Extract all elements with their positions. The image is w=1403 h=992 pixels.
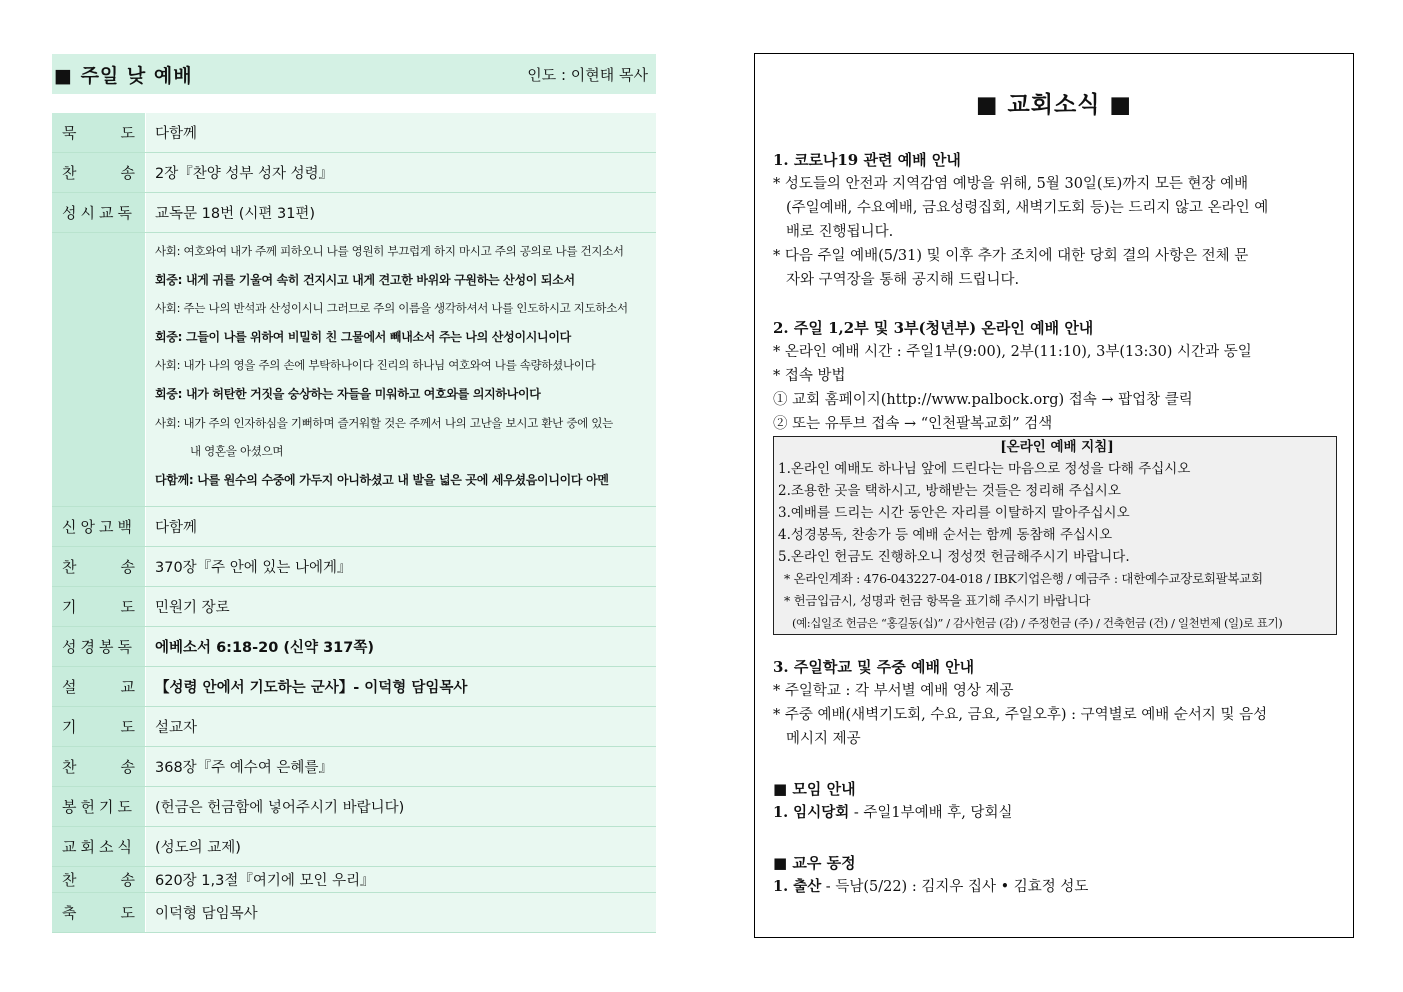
guide-account: * 온라인계좌 : 476-043227-04-018 / IBK기업은행 / 예금주 : 대한예수교장로회팔복교회 [784,571,1263,586]
s1-line: 자와 구역장을 통해 공지해 드립니다. [786,272,1020,288]
row-label: 교 회 소 식 [52,827,145,866]
order-row [52,153,656,193]
worship-title: ■ 주일 낮 예배 [54,64,193,87]
row-label: 봉 헌 기 도 [52,787,145,826]
row-label: 축 도 [52,893,145,932]
s1-line: 배로 진행됩니다. [786,224,894,240]
row-value: (헌금은 헌금함에 넣어주시기 바랍니다) [146,787,656,826]
meeting-item [773,801,1337,825]
news-content [773,148,1337,899]
guide-line: 3.예배를 드리는 시간 동안은 자리를 이탈하지 말아주십시오 [778,505,1130,521]
responsive-reading-row [52,233,656,507]
row-label: 기 도 [52,707,145,746]
s2-line: ② 또는 유투브 접속 → “인천팔복교회” 검색 [773,416,1053,432]
s1-line: * 다음 주일 예배(5/31) 및 이후 추가 조치에 대한 당회 결의 사항은 전체 문 [773,248,1249,264]
s3-line: * 주일학교 : 각 부서별 예배 영상 제공 [773,683,1014,699]
member-news-title: ■ 교우 동정 [773,854,856,872]
reading-line: 회중: 내가 허탄한 거짓을 숭상하는 자들을 미워하고 여호와를 의지하나이다 [155,386,541,401]
row-value: 【성령 안에서 기도하는 군사】- 이덕형 담임목사 [146,667,656,706]
worship-panel [52,54,656,933]
section-2-title: 2. 주일 1,2부 및 3부(청년부) 온라인 예배 안내 [773,319,1094,337]
order-row [52,867,656,893]
guide-title: [온라인 예배 지침] [1000,439,1114,455]
worship-header [52,54,656,94]
section-3-title: 3. 주일학교 및 주중 예배 안내 [773,658,975,676]
row-label: 기 도 [52,587,145,626]
row-value: (성도의 교제) [146,827,656,866]
row-label: 찬 송 [52,547,145,586]
reading-line: 다함께: 나를 원수의 수중에 가두지 아니하셨고 내 발을 넓은 곳에 세우셨음이니이다 아멘 [155,472,609,487]
row-value: 이덕형 담임목사 [146,893,656,932]
reading-line: 사회: 여호와여 내가 주께 피하오니 나를 영원히 부끄럽게 하지 마시고 주의 공의로 나를 건지소서 [155,244,624,258]
row-value: 2장『찬양 성부 성자 성령』 [146,153,656,192]
row-label: 찬 송 [52,153,145,192]
guide-line: 1.온라인 예배도 하나님 앞에 드린다는 마음으로 정성을 다해 주십시오 [778,461,1191,477]
order-row [52,547,656,587]
guide-line: 2.조용한 곳을 택하시고, 방해받는 것들은 정리해 주십시오 [778,483,1121,499]
member-news-item [773,875,1337,899]
row-label [52,233,145,506]
reading-line: 사회: 내가 나의 영을 주의 손에 부탁하나이다 진리의 하나님 여호와여 나를 속량하셨나이다 [155,358,596,373]
row-label: 신 앙 고 백 [52,507,145,546]
s2-line: * 접속 방법 [773,368,846,384]
order-row [52,113,656,153]
row-label: 묵 도 [52,113,145,152]
guide-line: 5.온라인 헌금도 진행하오니 정성껏 헌금해주시기 바랍니다. [778,549,1130,565]
worship-order-table [52,113,656,933]
order-row [52,627,656,667]
row-value: 다함께 [146,113,656,152]
s2-line: * 온라인 예배 시간 : 주일1부(9:00), 2부(11:10), 3부(13:30) 시간과 동일 [773,344,1252,360]
order-row [52,667,656,707]
s2-line: ① 교회 홈페이지(http://www.palbock.org) 접속 → 팝업창 클릭 [773,392,1193,408]
online-worship-guide-box [773,436,1337,635]
reading-line: 회중: 내게 귀를 기울여 속히 건지시고 내게 견고한 바위와 구원하는 산성이 되소서 [155,272,575,287]
worship-leader: 인도 : 이현태 목사 [527,65,648,84]
news-title: ■ 교회소식 ■ [975,92,1133,118]
s1-line: * 성도들의 안전과 지역감염 예방을 위해, 5월 30일(토)까지 모든 현장 예배 [773,176,1249,192]
member-news-type: 1. 출산 [773,878,822,895]
row-value: 다함께 [146,507,656,546]
row-label: 성 시 교 독 [52,193,145,232]
reading-line: 사회: 주는 나의 반석과 산성이시니 그러므로 주의 이름을 생각하셔서 나를 인도하시고 지도하소서 [155,301,628,316]
order-row [52,787,656,827]
order-row [52,893,656,933]
order-row [52,507,656,547]
reading-line: 회중: 그들이 나를 위하여 비밀히 친 그물에서 빼내소서 주는 나의 산성이시니이다 [155,329,571,344]
row-value: 에베소서 6:18-20 (신약 317쪽) [146,627,656,666]
member-news-detail: - 득남(5/22) : 김지우 집사 • 김효정 성도 [821,879,1089,895]
order-row [52,587,656,627]
s3-line: * 주중 예배(새벽기도회, 수요, 금요, 주일오후) : 구역별로 예배 순서지 및 음성 [773,707,1268,723]
order-row [52,707,656,747]
guide-line: 4.성경봉독, 찬송가 등 예배 순서는 함께 동참해 주십시오 [778,527,1113,543]
s3-line: 메시지 제공 [786,731,861,747]
order-row [52,827,656,867]
reading-line: 내 영혼을 아셨으며 [190,444,284,459]
row-value: 370장『주 안에 있는 나에게』 [146,547,656,586]
row-label: 성 경 봉 독 [52,627,145,666]
row-label: 찬 송 [52,747,145,786]
row-value: 교독문 18번 (시편 31편) [146,193,656,232]
order-row [52,747,656,787]
church-news-panel [754,53,1354,938]
s1-line: (주일예배, 수요예배, 금요성령집회, 새벽기도회 등)는 드리지 않고 온라인 예 [786,200,1269,216]
responsive-reading [146,233,656,506]
row-value: 368장『주 예수여 은혜를』 [146,747,656,786]
reading-line: 사회: 내가 주의 인자하심을 기뻐하며 즐거워할 것은 주께서 나의 고난을 보시고 환난 중에 있는 [155,415,613,430]
meeting-name: 1. 임시당회 [773,804,850,821]
row-label: 찬 송 [52,867,145,892]
row-value: 설교자 [146,707,656,746]
row-label: 설 교 [52,667,145,706]
row-value: 620장 1,3절『여기에 모인 우리』 [146,867,656,892]
guide-note: * 헌금입금시, 성명과 헌금 항목을 표기해 주시기 바랍니다 [784,593,1091,608]
section-1-title: 1. 코로나19 관련 예배 안내 [773,151,961,169]
guide-example: (예:십일조 헌금은 “홍길동(십)” / 감사헌금 (감) / 주정헌금 (주) / 건축헌금 (건) / 일천번제 (일)로 표기) [792,616,1283,630]
row-value: 민원기 장로 [146,587,656,626]
meeting-detail: - 주일1부예배 후, 당회실 [849,805,1013,821]
order-row [52,193,656,233]
meeting-title: ■ 모임 안내 [773,780,856,798]
